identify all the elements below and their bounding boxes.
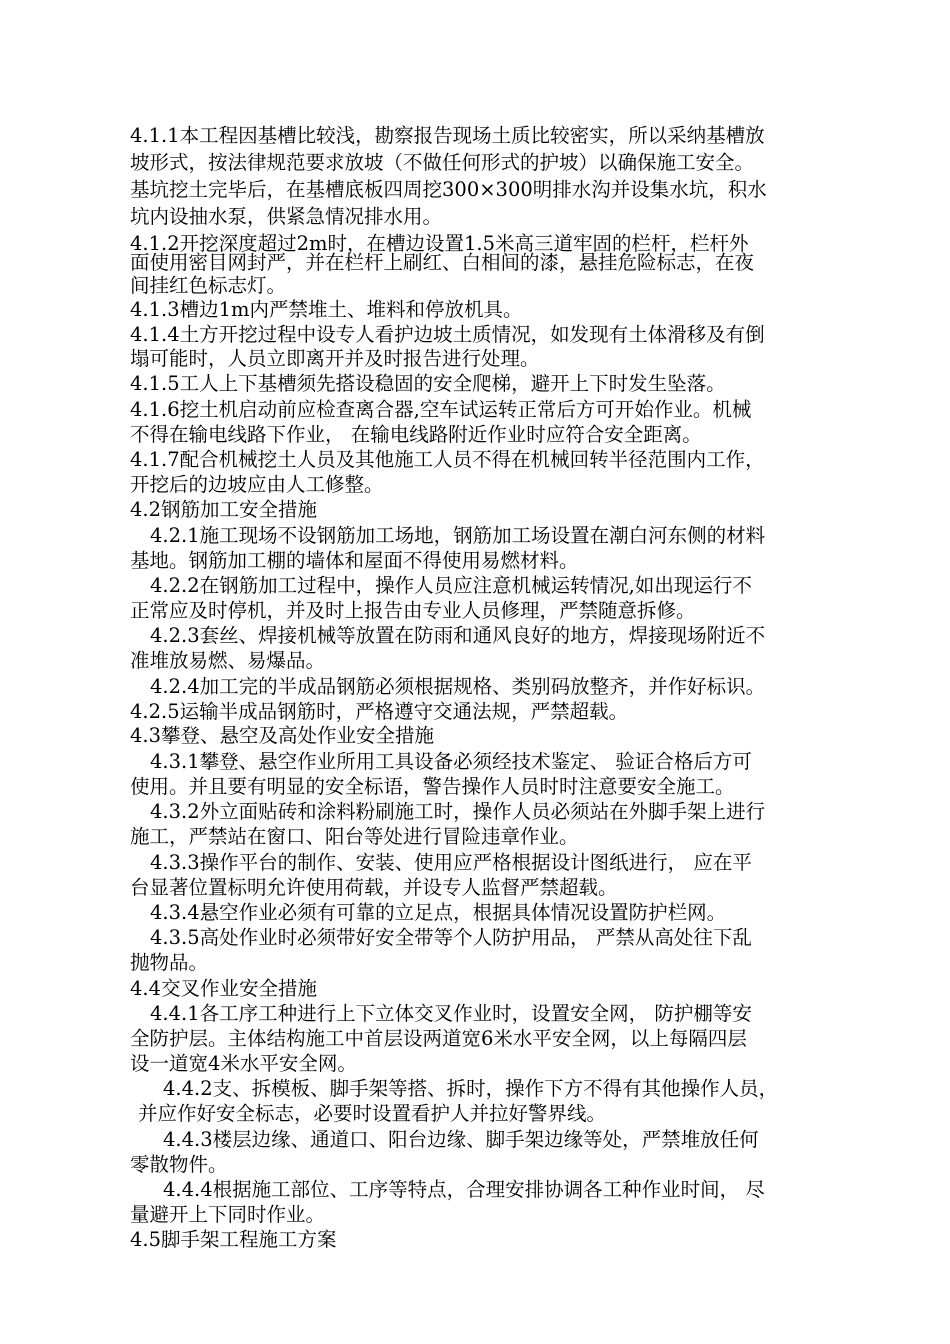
text-line: 基坑挖土完毕后，在基槽底板四周挖300×300明排水沟并设集水坑，积水 <box>130 178 767 201</box>
text-line: 使用。并且要有明显的安全标语，警告操作人员时时注意要安全施工。 <box>130 775 735 798</box>
text-line: 4.2.2在钢筋加工过程中，操作人员应注意机械运转情况,如出现运行不 <box>150 574 752 597</box>
text-line: 并应作好安全标志，必要时设置看护人并拉好警界线。 <box>138 1102 607 1125</box>
text-line: 面使用密目网封严，并在栏杆上刷红、白相间的漆，悬挂危险标志，在夜 <box>130 251 755 274</box>
section-heading: 4.5脚手架工程施工方案 <box>130 1228 337 1251</box>
text-line: 4.2.4加工完的半成品钢筋必须根据规格、类别码放整齐，并作好标识。 <box>150 675 766 698</box>
text-line: 4.4.3楼层边缘、通道口、阳台边缘、脚手架边缘等处，严禁堆放任何 <box>163 1128 759 1151</box>
text-line: 抛物品。 <box>130 951 209 974</box>
text-line: 4.4.4根据施工部位、工序等特点，合理安排协调各工种作业时间， 尽 <box>163 1178 765 1201</box>
text-line: 4.3.4悬空作业必须有可靠的立足点，根据具体情况设置防护栏网。 <box>150 901 727 924</box>
text-line: 坡形式，按法律规范要求放坡（不做任何形式的护坡）以确保施工安全。 <box>130 151 755 174</box>
text-line: 坑内设抽水泵，供紧急情况排水用。 <box>130 205 443 228</box>
text-line: 台显著位置标明允许使用荷载，并设专人监督严禁超载。 <box>130 876 618 899</box>
text-line: 4.3.5高处作业时必须带好安全带等个人防护用品， 严禁从高处往下乱 <box>150 926 752 949</box>
text-line: 4.4.2支、拆模板、脚手架等搭、拆时，操作下方不得有其他操作人员， <box>163 1077 779 1100</box>
section-heading: 4.3攀登、悬空及高处作业安全措施 <box>130 724 435 747</box>
text-line: 准堆放易燃、易爆品。 <box>130 649 326 672</box>
text-line: 不得在输电线路下作业， 在输电线路附近作业时应符合安全距离。 <box>130 423 702 446</box>
text-line: 量避开上下同时作业。 <box>130 1203 326 1226</box>
text-line: 4.1.5工人上下基槽须先搭设稳固的安全爬梯，避开上下时发生坠落。 <box>130 372 726 395</box>
text-line: 4.3.1攀登、悬空作业所用工具设备必须经技术鉴定、 验证合格后方可 <box>150 750 752 773</box>
section-heading: 4.2钢筋加工安全措施 <box>130 498 318 521</box>
text-line: 4.2.3套丝、焊接机械等放置在防雨和通风良好的地方，焊接现场附近不 <box>150 624 766 647</box>
text-line: 4.1.2开挖深度超过2m时，在槽边设置1.5米高三道牢固的栏杆，栏杆外 <box>130 232 749 255</box>
text-line: 4.1.7配合机械挖土人员及其他施工人员不得在机械回转半径范围内工作， <box>130 448 765 471</box>
text-line: 设一道宽4米水平安全网。 <box>130 1052 357 1075</box>
text-line: 4.1.1本工程因基槽比较浅，勘察报告现场土质比较密实，所以采纳基槽放 <box>130 124 765 147</box>
text-line: 零散物件。 <box>130 1153 228 1176</box>
text-line: 4.3.2外立面贴砖和涂料粉刷施工时，操作人员必须站在外脚手架上进行 <box>150 800 766 823</box>
text-line: 开挖后的边坡应由人工修整。 <box>130 473 384 496</box>
text-line: 正常应及时停机，并及时上报告由专业人员修理，严禁随意拆修。 <box>130 599 696 622</box>
text-line: 4.2.5运输半成品钢筋时，严格遵守交通法规，严禁超载。 <box>130 700 629 723</box>
text-line: 基地。钢筋加工棚的墙体和屋面不得使用易燃材料。 <box>130 549 579 572</box>
section-heading: 4.4交叉作业安全措施 <box>130 977 318 1000</box>
text-line: 4.1.4土方开挖过程中设专人看护边坡土质情况，如发现有土体滑移及有倒 <box>130 323 765 346</box>
text-line: 4.4.1各工序工种进行上下立体交叉作业时，设置安全网， 防护棚等安 <box>150 1002 752 1025</box>
text-line: 4.2.1施工现场不设钢筋加工场地，钢筋加工场设置在潮白河东侧的材料 <box>150 524 766 547</box>
text-line: 全防护层。主体结构施工中首层设两道宽6米水平安全网，以上每隔四层 <box>130 1027 747 1050</box>
text-line: 施工，严禁站在窗口、阳台等处进行冒险违章作业。 <box>130 825 579 848</box>
text-line: 4.3.3操作平台的制作、安装、使用应严格根据设计图纸进行， 应在平 <box>150 851 752 874</box>
text-line: 4.1.3槽边1m内严禁堆土、堆料和停放机具。 <box>130 298 523 321</box>
text-line: 4.1.6挖土机启动前应检查离合器,空车试运转正常后方可开始作业。机械 <box>130 398 752 421</box>
text-line: 塌可能时，人员立即离开并及时报告进行处理。 <box>130 347 540 370</box>
text-line: 间挂红色标志灯。 <box>130 274 287 297</box>
